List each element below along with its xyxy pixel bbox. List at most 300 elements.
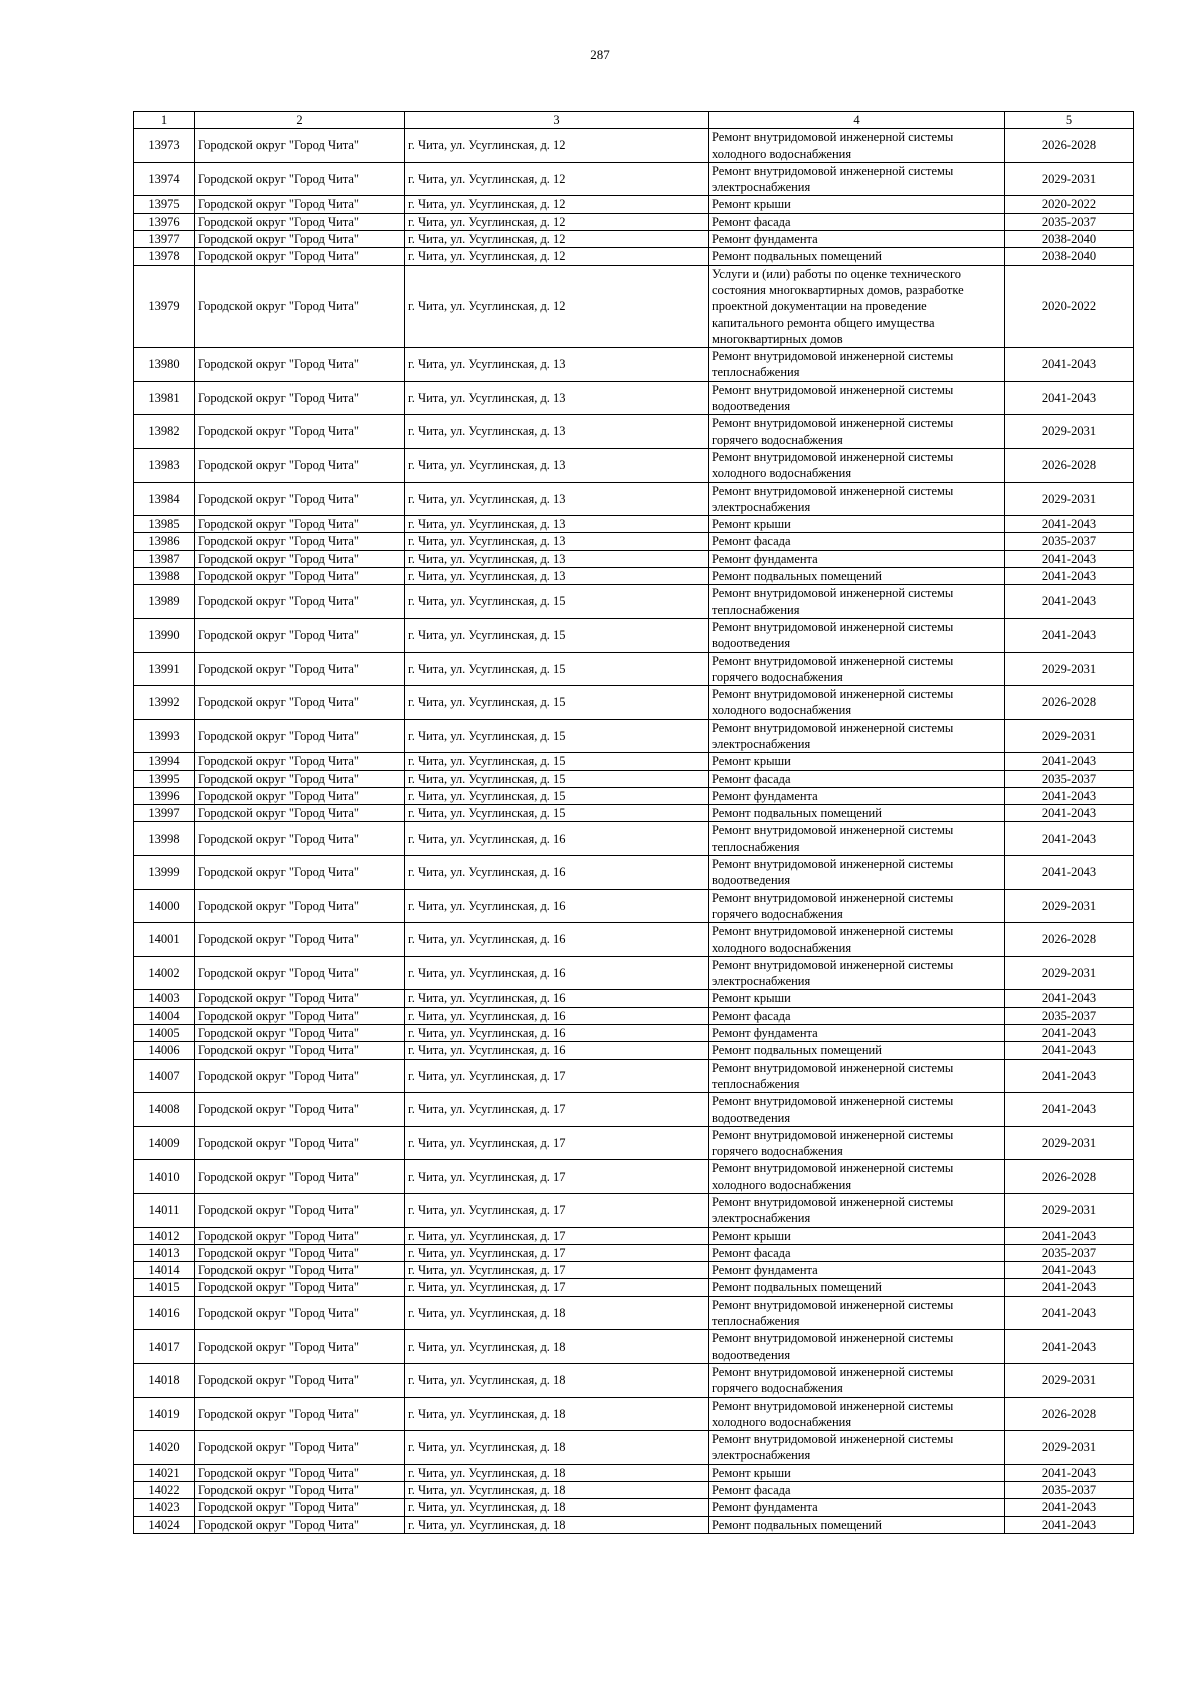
work-type-cell: Ремонт внутридомовой инженерной системы водоотведения [709, 1093, 1005, 1127]
table-row [134, 1296, 1134, 1330]
table-row [134, 1244, 1134, 1261]
work-type-cell: Ремонт внутридомовой инженерной системы горячего водоснабжения [709, 1126, 1005, 1160]
row-number-cell: 13989 [134, 585, 195, 619]
work-type-cell: Ремонт внутридомовой инженерной системы холодного водоснабжения [709, 923, 1005, 957]
work-type-cell: Ремонт внутридомовой инженерной системы горячего водоснабжения [709, 1363, 1005, 1397]
table-row [134, 1059, 1134, 1093]
address-cell: г. Чита, ул. Усуглинская, д. 13 [405, 448, 709, 482]
municipality-cell: Городской округ "Город Чита" [195, 618, 405, 652]
period-cell: 2020-2022 [1005, 265, 1134, 347]
period-cell: 2041-2043 [1005, 585, 1134, 619]
table-row [134, 448, 1134, 482]
municipality-cell: Городской округ "Город Чита" [195, 856, 405, 890]
work-type-cell: Ремонт подвальных помещений [709, 1042, 1005, 1059]
address-cell: г. Чита, ул. Усуглинская, д. 15 [405, 618, 709, 652]
table-row [134, 1227, 1134, 1244]
table-row [134, 1025, 1134, 1042]
table-row [134, 1464, 1134, 1481]
work-type-cell: Ремонт подвальных помещений [709, 248, 1005, 265]
period-cell: 2041-2043 [1005, 990, 1134, 1007]
row-number-cell: 13991 [134, 652, 195, 686]
address-cell: г. Чита, ул. Усуглинская, д. 18 [405, 1363, 709, 1397]
work-type-cell: Ремонт внутридомовой инженерной системы электроснабжения [709, 162, 1005, 196]
table-row [134, 1194, 1134, 1228]
work-type-cell: Ремонт подвальных помещений [709, 1279, 1005, 1296]
table-row [134, 516, 1134, 533]
municipality-cell: Городской округ "Город Чита" [195, 652, 405, 686]
period-cell: 2029-2031 [1005, 652, 1134, 686]
work-type-cell: Ремонт внутридомовой инженерной системы водоотведения [709, 856, 1005, 890]
table-row [134, 1042, 1134, 1059]
municipality-cell: Городской округ "Город Чита" [195, 956, 405, 990]
table-row [134, 1160, 1134, 1194]
row-number-cell: 13977 [134, 231, 195, 248]
work-type-cell: Ремонт внутридомовой инженерной системы водоотведения [709, 381, 1005, 415]
municipality-cell: Городской округ "Город Чита" [195, 719, 405, 753]
period-cell: 2035-2037 [1005, 213, 1134, 230]
work-type-cell: Ремонт фасада [709, 1244, 1005, 1261]
column-header-1: 1 [134, 112, 195, 129]
table-row [134, 348, 1134, 382]
period-cell: 2029-2031 [1005, 1431, 1134, 1465]
period-cell: 2041-2043 [1005, 516, 1134, 533]
table-row [134, 550, 1134, 567]
period-cell: 2029-2031 [1005, 415, 1134, 449]
table-row [134, 1482, 1134, 1499]
work-type-cell: Ремонт внутридомовой инженерной системы горячего водоснабжения [709, 889, 1005, 923]
period-cell: 2035-2037 [1005, 1482, 1134, 1499]
work-type-cell: Ремонт подвальных помещений [709, 568, 1005, 585]
row-number-cell: 13984 [134, 482, 195, 516]
work-type-cell: Ремонт фундамента [709, 550, 1005, 567]
work-type-cell: Ремонт фасада [709, 533, 1005, 550]
municipality-cell: Городской округ "Город Чита" [195, 787, 405, 804]
row-number-cell: 14018 [134, 1363, 195, 1397]
address-cell: г. Чита, ул. Усуглинская, д. 13 [405, 348, 709, 382]
work-type-cell: Ремонт внутридомовой инженерной системы холодного водоснабжения [709, 448, 1005, 482]
row-number-cell: 14017 [134, 1330, 195, 1364]
column-header-5: 5 [1005, 112, 1134, 129]
municipality-cell: Городской округ "Город Чита" [195, 889, 405, 923]
work-type-cell: Ремонт крыши [709, 1464, 1005, 1481]
address-cell: г. Чита, ул. Усуглинская, д. 15 [405, 753, 709, 770]
row-number-cell: 14024 [134, 1516, 195, 1533]
work-type-cell: Ремонт внутридомовой инженерной системы электроснабжения [709, 482, 1005, 516]
column-header-2: 2 [195, 112, 405, 129]
period-cell: 2041-2043 [1005, 568, 1134, 585]
table-row [134, 1363, 1134, 1397]
work-type-cell: Ремонт внутридомовой инженерной системы холодного водоснабжения [709, 129, 1005, 163]
table-row [134, 822, 1134, 856]
row-number-cell: 14009 [134, 1126, 195, 1160]
municipality-cell: Городской округ "Город Чита" [195, 923, 405, 957]
address-cell: г. Чита, ул. Усуглинская, д. 16 [405, 856, 709, 890]
work-type-cell: Ремонт фасада [709, 770, 1005, 787]
municipality-cell: Городской округ "Город Чита" [195, 1093, 405, 1127]
row-number-cell: 14010 [134, 1160, 195, 1194]
municipality-cell: Городской округ "Город Чита" [195, 162, 405, 196]
row-number-cell: 14001 [134, 923, 195, 957]
address-cell: г. Чита, ул. Усуглинская, д. 17 [405, 1244, 709, 1261]
address-cell: г. Чита, ул. Усуглинская, д. 16 [405, 1025, 709, 1042]
work-type-cell: Ремонт внутридомовой инженерной системы теплоснабжения [709, 348, 1005, 382]
row-number-cell: 13992 [134, 686, 195, 720]
table-row [134, 856, 1134, 890]
period-cell: 2035-2037 [1005, 770, 1134, 787]
table-row [134, 686, 1134, 720]
work-type-cell: Ремонт подвальных помещений [709, 805, 1005, 822]
work-type-cell: Ремонт крыши [709, 1227, 1005, 1244]
row-number-cell: 13996 [134, 787, 195, 804]
row-number-cell: 14006 [134, 1042, 195, 1059]
address-cell: г. Чита, ул. Усуглинская, д. 17 [405, 1227, 709, 1244]
table-row [134, 1262, 1134, 1279]
period-cell: 2041-2043 [1005, 1330, 1134, 1364]
municipality-cell: Городской округ "Город Чита" [195, 516, 405, 533]
row-number-cell: 13986 [134, 533, 195, 550]
row-number-cell: 14003 [134, 990, 195, 1007]
table-row [134, 1126, 1134, 1160]
municipality-cell: Городской округ "Город Чита" [195, 686, 405, 720]
work-type-cell: Ремонт внутридомовой инженерной системы холодного водоснабжения [709, 1160, 1005, 1194]
municipality-cell: Городской округ "Город Чита" [195, 753, 405, 770]
municipality-cell: Городской округ "Город Чита" [195, 1431, 405, 1465]
work-type-cell: Ремонт внутридомовой инженерной системы водоотведения [709, 618, 1005, 652]
municipality-cell: Городской округ "Город Чита" [195, 1007, 405, 1024]
address-cell: г. Чита, ул. Усуглинская, д. 15 [405, 787, 709, 804]
municipality-cell: Городской округ "Город Чита" [195, 585, 405, 619]
address-cell: г. Чита, ул. Усуглинская, д. 12 [405, 129, 709, 163]
table-row [134, 381, 1134, 415]
address-cell: г. Чита, ул. Усуглинская, д. 12 [405, 265, 709, 347]
municipality-cell: Городской округ "Город Чита" [195, 1160, 405, 1194]
registry-table [133, 111, 1134, 1534]
work-type-cell: Ремонт внутридомовой инженерной системы горячего водоснабжения [709, 415, 1005, 449]
municipality-cell: Городской округ "Город Чита" [195, 1262, 405, 1279]
municipality-cell: Городской округ "Город Чита" [195, 1042, 405, 1059]
table-row [134, 618, 1134, 652]
table-row [134, 1431, 1134, 1465]
address-cell: г. Чита, ул. Усуглинская, д. 16 [405, 956, 709, 990]
table-row [134, 1093, 1134, 1127]
row-number-cell: 13981 [134, 381, 195, 415]
municipality-cell: Городской округ "Город Чита" [195, 348, 405, 382]
address-cell: г. Чита, ул. Усуглинская, д. 16 [405, 889, 709, 923]
table-row [134, 265, 1134, 347]
period-cell: 2029-2031 [1005, 719, 1134, 753]
table-row [134, 805, 1134, 822]
work-type-cell: Ремонт внутридомовой инженерной системы теплоснабжения [709, 822, 1005, 856]
table-row [134, 1279, 1134, 1296]
municipality-cell: Городской округ "Город Чита" [195, 1516, 405, 1533]
period-cell: 2041-2043 [1005, 1516, 1134, 1533]
table-row [134, 956, 1134, 990]
municipality-cell: Городской округ "Город Чита" [195, 415, 405, 449]
row-number-cell: 14002 [134, 956, 195, 990]
period-cell: 2026-2028 [1005, 129, 1134, 163]
period-cell: 2041-2043 [1005, 856, 1134, 890]
period-cell: 2041-2043 [1005, 805, 1134, 822]
municipality-cell: Городской округ "Город Чита" [195, 1363, 405, 1397]
address-cell: г. Чита, ул. Усуглинская, д. 18 [405, 1296, 709, 1330]
address-cell: г. Чита, ул. Усуглинская, д. 12 [405, 248, 709, 265]
address-cell: г. Чита, ул. Усуглинская, д. 12 [405, 213, 709, 230]
address-cell: г. Чита, ул. Усуглинская, д. 15 [405, 585, 709, 619]
row-number-cell: 13995 [134, 770, 195, 787]
row-number-cell: 13990 [134, 618, 195, 652]
table-row [134, 129, 1134, 163]
row-number-cell: 13997 [134, 805, 195, 822]
work-type-cell: Ремонт фундамента [709, 787, 1005, 804]
period-cell: 2038-2040 [1005, 231, 1134, 248]
address-cell: г. Чита, ул. Усуглинская, д. 18 [405, 1482, 709, 1499]
period-cell: 2041-2043 [1005, 1262, 1134, 1279]
period-cell: 2041-2043 [1005, 1464, 1134, 1481]
address-cell: г. Чита, ул. Усуглинская, д. 18 [405, 1516, 709, 1533]
row-number-cell: 14007 [134, 1059, 195, 1093]
address-cell: г. Чита, ул. Усуглинская, д. 16 [405, 1042, 709, 1059]
period-cell: 2026-2028 [1005, 448, 1134, 482]
work-type-cell: Ремонт внутридомовой инженерной системы холодного водоснабжения [709, 686, 1005, 720]
period-cell: 2029-2031 [1005, 1194, 1134, 1228]
work-type-cell: Услуги и (или) работы по оценке технического состояния многоквартирных домов, разработке проектной документации на проведение капитального ремонта общего имущества многоквартирных домов [709, 265, 1005, 347]
work-type-cell: Ремонт фундамента [709, 1499, 1005, 1516]
address-cell: г. Чита, ул. Усуглинская, д. 18 [405, 1397, 709, 1431]
table-row [134, 568, 1134, 585]
municipality-cell: Городской округ "Город Чита" [195, 533, 405, 550]
municipality-cell: Городской округ "Город Чита" [195, 1126, 405, 1160]
municipality-cell: Городской округ "Город Чита" [195, 448, 405, 482]
table-row [134, 231, 1134, 248]
municipality-cell: Городской округ "Город Чита" [195, 1482, 405, 1499]
municipality-cell: Городской округ "Город Чита" [195, 805, 405, 822]
work-type-cell: Ремонт крыши [709, 753, 1005, 770]
row-number-cell: 14022 [134, 1482, 195, 1499]
table-row [134, 889, 1134, 923]
work-type-cell: Ремонт внутридомовой инженерной системы теплоснабжения [709, 1296, 1005, 1330]
row-number-cell: 13979 [134, 265, 195, 347]
municipality-cell: Городской округ "Город Чита" [195, 1244, 405, 1261]
municipality-cell: Городской округ "Город Чита" [195, 1279, 405, 1296]
row-number-cell: 13974 [134, 162, 195, 196]
period-cell: 2041-2043 [1005, 1042, 1134, 1059]
period-cell: 2041-2043 [1005, 381, 1134, 415]
address-cell: г. Чита, ул. Усуглинская, д. 13 [405, 482, 709, 516]
address-cell: г. Чита, ул. Усуглинская, д. 13 [405, 533, 709, 550]
table-row [134, 248, 1134, 265]
row-number-cell: 13987 [134, 550, 195, 567]
work-type-cell: Ремонт фундамента [709, 231, 1005, 248]
row-number-cell: 13983 [134, 448, 195, 482]
table-row [134, 482, 1134, 516]
address-cell: г. Чита, ул. Усуглинская, д. 17 [405, 1194, 709, 1228]
address-cell: г. Чита, ул. Усуглинская, д. 17 [405, 1160, 709, 1194]
municipality-cell: Городской округ "Город Чита" [195, 990, 405, 1007]
work-type-cell: Ремонт внутридомовой инженерной системы холодного водоснабжения [709, 1397, 1005, 1431]
work-type-cell: Ремонт крыши [709, 516, 1005, 533]
table-row [134, 990, 1134, 1007]
row-number-cell: 13973 [134, 129, 195, 163]
period-cell: 2029-2031 [1005, 889, 1134, 923]
table-row [134, 719, 1134, 753]
table-row [134, 1516, 1134, 1533]
municipality-cell: Городской округ "Город Чита" [195, 770, 405, 787]
row-number-cell: 13978 [134, 248, 195, 265]
period-cell: 2041-2043 [1005, 1279, 1134, 1296]
work-type-cell: Ремонт подвальных помещений [709, 1516, 1005, 1533]
address-cell: г. Чита, ул. Усуглинская, д. 17 [405, 1059, 709, 1093]
address-cell: г. Чита, ул. Усуглинская, д. 13 [405, 516, 709, 533]
municipality-cell: Городской округ "Город Чита" [195, 248, 405, 265]
period-cell: 2041-2043 [1005, 348, 1134, 382]
row-number-cell: 14021 [134, 1464, 195, 1481]
row-number-cell: 13999 [134, 856, 195, 890]
table-row [134, 1007, 1134, 1024]
period-cell: 2026-2028 [1005, 923, 1134, 957]
row-number-cell: 14005 [134, 1025, 195, 1042]
table-row [134, 923, 1134, 957]
work-type-cell: Ремонт внутридомовой инженерной системы электроснабжения [709, 1431, 1005, 1465]
address-cell: г. Чита, ул. Усуглинская, д. 17 [405, 1126, 709, 1160]
row-number-cell: 14000 [134, 889, 195, 923]
municipality-cell: Городской округ "Город Чита" [195, 231, 405, 248]
address-cell: г. Чита, ул. Усуглинская, д. 12 [405, 162, 709, 196]
address-cell: г. Чита, ул. Усуглинская, д. 17 [405, 1279, 709, 1296]
municipality-cell: Городской округ "Город Чита" [195, 1194, 405, 1228]
table-row [134, 213, 1134, 230]
period-cell: 2041-2043 [1005, 1499, 1134, 1516]
period-cell: 2041-2043 [1005, 753, 1134, 770]
address-cell: г. Чита, ул. Усуглинская, д. 15 [405, 770, 709, 787]
period-cell: 2041-2043 [1005, 550, 1134, 567]
work-type-cell: Ремонт фундамента [709, 1262, 1005, 1279]
address-cell: г. Чита, ул. Усуглинская, д. 15 [405, 686, 709, 720]
address-cell: г. Чита, ул. Усуглинская, д. 13 [405, 381, 709, 415]
address-cell: г. Чита, ул. Усуглинская, д. 12 [405, 231, 709, 248]
work-type-cell: Ремонт крыши [709, 990, 1005, 1007]
row-number-cell: 13975 [134, 196, 195, 213]
address-cell: г. Чита, ул. Усуглинская, д. 13 [405, 550, 709, 567]
address-cell: г. Чита, ул. Усуглинская, д. 15 [405, 805, 709, 822]
municipality-cell: Городской округ "Город Чита" [195, 381, 405, 415]
period-cell: 2029-2031 [1005, 482, 1134, 516]
period-cell: 2026-2028 [1005, 686, 1134, 720]
address-cell: г. Чита, ул. Усуглинская, д. 13 [405, 415, 709, 449]
period-cell: 2041-2043 [1005, 618, 1134, 652]
work-type-cell: Ремонт фасада [709, 1007, 1005, 1024]
row-number-cell: 13980 [134, 348, 195, 382]
table-row [134, 1499, 1134, 1516]
municipality-cell: Городской округ "Город Чита" [195, 265, 405, 347]
period-cell: 2026-2028 [1005, 1160, 1134, 1194]
address-cell: г. Чита, ул. Усуглинская, д. 16 [405, 990, 709, 1007]
column-header-4: 4 [709, 112, 1005, 129]
row-number-cell: 13982 [134, 415, 195, 449]
address-cell: г. Чита, ул. Усуглинская, д. 13 [405, 568, 709, 585]
work-type-cell: Ремонт внутридомовой инженерной системы электроснабжения [709, 1194, 1005, 1228]
row-number-cell: 14004 [134, 1007, 195, 1024]
address-cell: г. Чита, ул. Усуглинская, д. 15 [405, 719, 709, 753]
period-cell: 2020-2022 [1005, 196, 1134, 213]
row-number-cell: 13976 [134, 213, 195, 230]
table-row [134, 196, 1134, 213]
period-cell: 2041-2043 [1005, 1093, 1134, 1127]
municipality-cell: Городской округ "Город Чита" [195, 822, 405, 856]
table-row [134, 533, 1134, 550]
table-row [134, 1397, 1134, 1431]
row-number-cell: 13988 [134, 568, 195, 585]
page-number: 287 [590, 47, 610, 62]
row-number-cell: 13993 [134, 719, 195, 753]
municipality-cell: Городской округ "Город Чита" [195, 1059, 405, 1093]
row-number-cell: 14020 [134, 1431, 195, 1465]
row-number-cell: 14019 [134, 1397, 195, 1431]
municipality-cell: Городской округ "Город Чита" [195, 1464, 405, 1481]
municipality-cell: Городской округ "Город Чита" [195, 1397, 405, 1431]
registry-table-body [134, 112, 1134, 1534]
municipality-cell: Городской округ "Город Чита" [195, 1025, 405, 1042]
row-number-cell: 13985 [134, 516, 195, 533]
period-cell: 2035-2037 [1005, 1244, 1134, 1261]
address-cell: г. Чита, ул. Усуглинская, д. 16 [405, 822, 709, 856]
municipality-cell: Городской округ "Город Чита" [195, 213, 405, 230]
row-number-cell: 13994 [134, 753, 195, 770]
table-row [134, 585, 1134, 619]
address-cell: г. Чита, ул. Усуглинская, д. 17 [405, 1093, 709, 1127]
address-cell: г. Чита, ул. Усуглинская, д. 12 [405, 196, 709, 213]
work-type-cell: Ремонт внутридомовой инженерной системы горячего водоснабжения [709, 652, 1005, 686]
municipality-cell: Городской округ "Город Чита" [195, 1227, 405, 1244]
municipality-cell: Городской округ "Город Чита" [195, 196, 405, 213]
period-cell: 2041-2043 [1005, 787, 1134, 804]
period-cell: 2041-2043 [1005, 822, 1134, 856]
period-cell: 2041-2043 [1005, 1227, 1134, 1244]
period-cell: 2041-2043 [1005, 1296, 1134, 1330]
period-cell: 2029-2031 [1005, 1363, 1134, 1397]
address-cell: г. Чита, ул. Усуглинская, д. 16 [405, 923, 709, 957]
municipality-cell: Городской округ "Город Чита" [195, 1499, 405, 1516]
municipality-cell: Городской округ "Город Чита" [195, 1296, 405, 1330]
row-number-cell: 13998 [134, 822, 195, 856]
work-type-cell: Ремонт фундамента [709, 1025, 1005, 1042]
row-number-cell: 14013 [134, 1244, 195, 1261]
work-type-cell: Ремонт внутридомовой инженерной системы водоотведения [709, 1330, 1005, 1364]
work-type-cell: Ремонт внутридомовой инженерной системы электроснабжения [709, 956, 1005, 990]
row-number-cell: 14016 [134, 1296, 195, 1330]
table-row [134, 1330, 1134, 1364]
work-type-cell: Ремонт фасада [709, 1482, 1005, 1499]
address-cell: г. Чита, ул. Усуглинская, д. 18 [405, 1499, 709, 1516]
municipality-cell: Городской округ "Город Чита" [195, 1330, 405, 1364]
table-row [134, 162, 1134, 196]
address-cell: г. Чита, ул. Усуглинская, д. 18 [405, 1330, 709, 1364]
table-row [134, 770, 1134, 787]
row-number-cell: 14023 [134, 1499, 195, 1516]
row-number-cell: 14011 [134, 1194, 195, 1228]
table-row [134, 652, 1134, 686]
address-cell: г. Чита, ул. Усуглинская, д. 15 [405, 652, 709, 686]
row-number-cell: 14008 [134, 1093, 195, 1127]
row-number-cell: 14015 [134, 1279, 195, 1296]
row-number-cell: 14014 [134, 1262, 195, 1279]
table-row [134, 753, 1134, 770]
column-header-3: 3 [405, 112, 709, 129]
address-cell: г. Чита, ул. Усуглинская, д. 17 [405, 1262, 709, 1279]
period-cell: 2035-2037 [1005, 1007, 1134, 1024]
column-number-row [134, 112, 1134, 129]
municipality-cell: Городской округ "Город Чита" [195, 129, 405, 163]
period-cell: 2035-2037 [1005, 533, 1134, 550]
